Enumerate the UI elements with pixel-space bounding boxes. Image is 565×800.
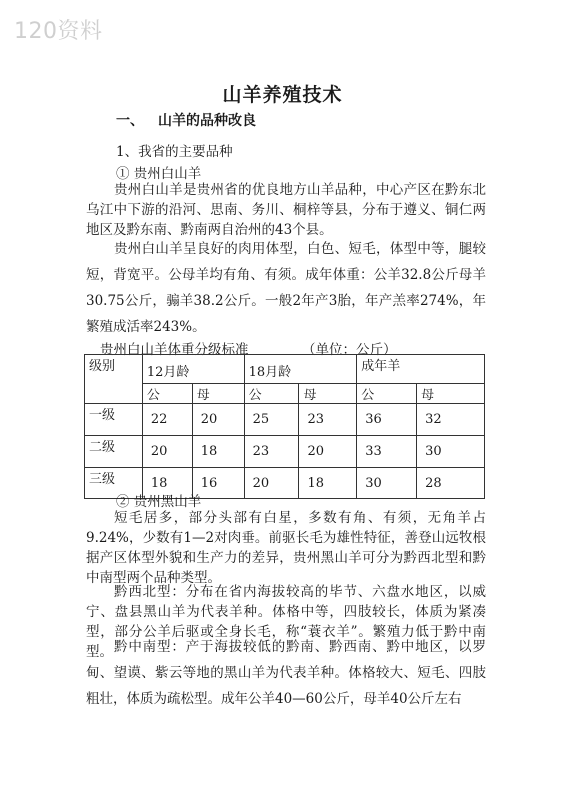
- table-cell: 30: [417, 436, 485, 468]
- breed-heading-white-goat: ① 贵州白山羊: [116, 166, 202, 182]
- breed-heading-black-goat: ② 贵州黑山羊: [116, 494, 202, 510]
- table-cell: 22: [142, 404, 192, 436]
- table-cell: 18: [192, 436, 244, 468]
- table-cell: 23: [244, 436, 299, 468]
- section-number: 一、: [116, 113, 144, 129]
- header-sex: 母: [192, 384, 244, 404]
- table-cell: 23: [299, 404, 357, 436]
- paragraph-white-goat-traits: 贵州白山羊呈良好的肉用体型，白色、短毛，体型中等，腿较短，背宽平。公母羊均有角、有须。成年体重：公羊32.8公斤母羊30.75公斤，骟羊38.2公斤。一般2年产3胎，年产羔率274%，年繁殖成活率243%。: [86, 241, 486, 335]
- section-title: 山羊的品种改良: [158, 113, 256, 129]
- table-cell: 32: [417, 404, 485, 436]
- weight-grade-table: [84, 354, 485, 499]
- header-sex: 公: [244, 384, 299, 404]
- grade-label: 一级: [85, 404, 143, 436]
- table-cell: 20: [192, 404, 244, 436]
- header-group-12m: 12月龄: [142, 355, 244, 384]
- header-sex: 母: [299, 384, 357, 404]
- table-cell: 16: [192, 468, 244, 499]
- table-cell: 28: [417, 468, 485, 499]
- grade-label: 二级: [85, 436, 143, 468]
- section-heading: [116, 110, 256, 130]
- header-grade: 级别: [85, 355, 143, 404]
- paragraph-black-goat-traits: 短毛居多，部分头部有白星，多数有角、有须，无角羊占9.24%，少数有1—2对肉垂。前驱长毛为雄性特征，善登山远牧根据产区体型外貌和生产力的差异，贵州黑山羊可分为黔西北型和黔中南型两个品种类型。: [86, 510, 486, 586]
- header-group-adult: 成年羊: [357, 355, 485, 384]
- paragraph-northwest-type: 黔西北型：分布在省内海拔较高的毕节、六盘水地区，以威宁、盘县黑山羊为代表羊种。体格中等，四肢较长，体质为紧凑型，部分公羊后驱或全身长毛，称“蓑衣羊”。繁殖力低于黔中南型。: [86, 584, 486, 660]
- table-cell: 20: [299, 436, 357, 468]
- table-unit: （单位：公斤）: [302, 342, 397, 358]
- table-cell: 18: [299, 468, 357, 499]
- table-header-row: [85, 355, 485, 384]
- table-cell: 36: [357, 404, 417, 436]
- header-sex: 母: [417, 384, 485, 404]
- paragraph-south-central-type: 黔中南型：产于海拔较低的黔南、黔西南、黔中地区，以罗甸、望谟、紫云等地的黑山羊为代表羊种。体格较大、短毛、四肢粗壮，体质为疏松型。成年公羊40—60公斤，母羊40公斤左右: [86, 639, 486, 707]
- table-cell: 20: [244, 468, 299, 499]
- page-title: 山羊养殖技术: [222, 84, 343, 106]
- header-sex: 公: [357, 384, 417, 404]
- table-row: [85, 436, 485, 468]
- watermark: 120资料: [14, 19, 103, 44]
- subsection-heading: 1、我省的主要品种: [116, 144, 233, 160]
- table-caption: 贵州白山羊体重分级标准: [100, 342, 249, 358]
- table-sex-row: [85, 384, 485, 404]
- table-cell: 25: [244, 404, 299, 436]
- header-group-18m: 18月龄: [244, 355, 357, 384]
- grade-label: 三级: [85, 468, 143, 499]
- table-cell: 20: [142, 436, 192, 468]
- table-row: [85, 404, 485, 436]
- paragraph-white-goat-origin: 贵州白山羊是贵州省的优良地方山羊品种，中心产区在黔东北乌江中下游的沿河、思南、务川、桐梓等县，分布于遵义、铜仁两地区及黔东南、黔南两自治州的43个县。: [86, 182, 486, 238]
- table-cell: 30: [357, 468, 417, 499]
- table-cell: 18: [142, 468, 192, 499]
- header-sex: 公: [142, 384, 192, 404]
- table-cell: 33: [357, 436, 417, 468]
